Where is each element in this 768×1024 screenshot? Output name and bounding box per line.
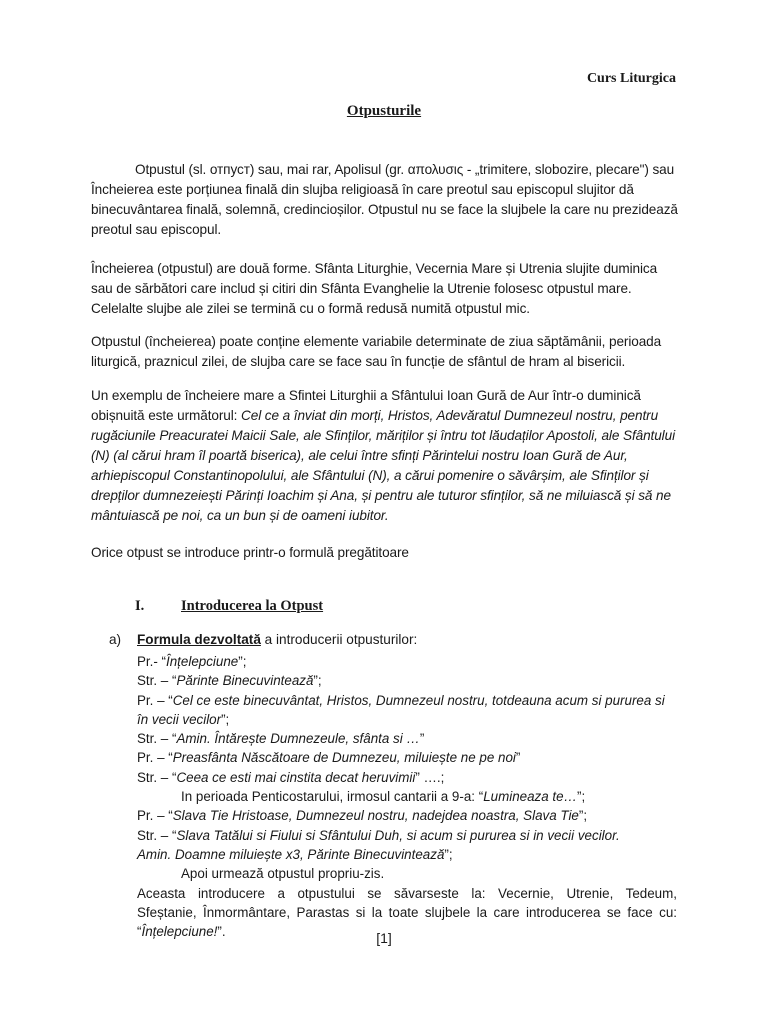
- formula-line: Pr. – “Cel ce este binecuvântat, Hristos, Dumnezeul nostru, totdeauna acum si pururea si: [137, 692, 665, 708]
- subsection-marker: a): [109, 632, 122, 647]
- section-title: Introducerea la Otpust: [181, 598, 324, 614]
- formula-line: Pr. – “Preasfânta Născătoare de Dumnezeu, miluiește ne pe noi”: [137, 750, 521, 766]
- paragraph-preparatory: Orice otpust se introduce printr-o formulă pregătitoare: [91, 545, 409, 560]
- formula-line: în vecii vecilor”;: [137, 711, 230, 727]
- page-title: Otpusturile: [346, 103, 422, 119]
- subsection-a: [109, 632, 417, 647]
- formula-line: In perioada Penticostarului, irmosul cantarii a 9-a: “Lumineaza te…”;: [181, 789, 586, 805]
- section-number: I.: [135, 598, 145, 614]
- paragraph-example: [91, 386, 681, 526]
- subsection-rest: a introducerii otpusturilor:: [260, 632, 418, 647]
- subsection-label: Formula dezvoltată: [137, 632, 261, 647]
- formula-line: Str. – “Părinte Binecuvintează”;: [137, 673, 322, 689]
- formula-line: Pr.- “Înțelepciune”;: [137, 654, 247, 669]
- formula-line: Aceasta introducere a otpustului se săvarseste la: Vecernie, Utrenie, Tedeum,: [137, 885, 677, 901]
- example-quote: Cel ce a înviat din morți, Hristos, Adevăratul Dumnezeul nostru, pentru rugăciunile Preacuratei Maicii Sale, ale Sfinților, măriților și întru tot lăudaților Apostoli, ale Sfântului (N) (al cărui hram îl poartă biserica), ale celui între sfinți Părintelui nostru Ioan Gură de Aur, arhiepiscopul Constantinopolului, ale Sfântului (N), a cărui pomenire o săvârșim, ale Sfinților și drepților dumnezeiești Părinți Ioachim și Ana, și pentru ale tuturor sfinților, să ne miluiască și să ne mântuiască pe noi, ca un bun și de oameni iubitor.: [91, 408, 675, 523]
- formula-line: Str. – “Amin. Întărește Dumnezeule, sfânta si …”: [137, 731, 425, 747]
- formula-line: Str. – “Slava Tatălui si Fiului si Sfântului Duh, si acum si pururea si in vecii vecilor.: [137, 827, 620, 843]
- page-number: [1]: [376, 930, 392, 946]
- formula-line: “Înțelepciune!”.: [137, 924, 226, 940]
- example-intro: Un exemplu de încheiere mare a Sfintei Liturghii a Sfântului Ioan Gură de Aur într-o duminică obișnuită este următorul:: [91, 388, 641, 423]
- formula-line: Apoi urmează otpustul propriu-zis.: [181, 866, 385, 882]
- formula-line: Amin. Doamne miluiește x3, Părinte Binecuvintează”;: [137, 846, 453, 862]
- formula-line: Sfeștanie, Înmormântare, Parastas si la toate slujbele la care introducerea se face cu:: [137, 904, 677, 920]
- paragraph-variables: Otpustul (încheierea) poate conține elemente variabile determinate de ziua săptămânii, perioada liturgică, praznicul zilei, de slujba care se face sau în funcție de sfântul de hram al bisericii.: [91, 334, 662, 369]
- paragraph-definition: Otpustul (sl. отпуст) sau, mai rar, Apolisul (gr. απολυσις - „trimitere, slobozire, plecare") sau Încheierea este porțiunea finală din slujba religioasă în care preotul sau episcopul slujitor dă binecuvântarea finală, solemnă, credincioșilor. Otpustul nu se face la slujbele la care nu prezidează preotul sau episcopul.: [91, 162, 678, 237]
- course-header: Curs Liturgica: [586, 71, 676, 86]
- paragraph-forms: Încheierea (otpustul) are două forme. Sfânta Liturghie, Vecernia Mare și Utrenia slujite duminica sau de sărbători care includ și citiri din Sfânta Evanghelie la Utrenie folosesc otpustul mare. Celelalte slujbe ale zilei se termină cu o formă redusă numită otpustul mic.: [91, 261, 658, 316]
- formula-line: Pr. – “Slava Tie Hristoase, Dumnezeul nostru, nadejdea noastra, Slava Tie”;: [137, 808, 588, 824]
- formula-line: Str. – “Ceea ce esti mai cinstita decat heruvimii” ….;: [137, 769, 445, 785]
- formula-lines: [137, 652, 677, 941]
